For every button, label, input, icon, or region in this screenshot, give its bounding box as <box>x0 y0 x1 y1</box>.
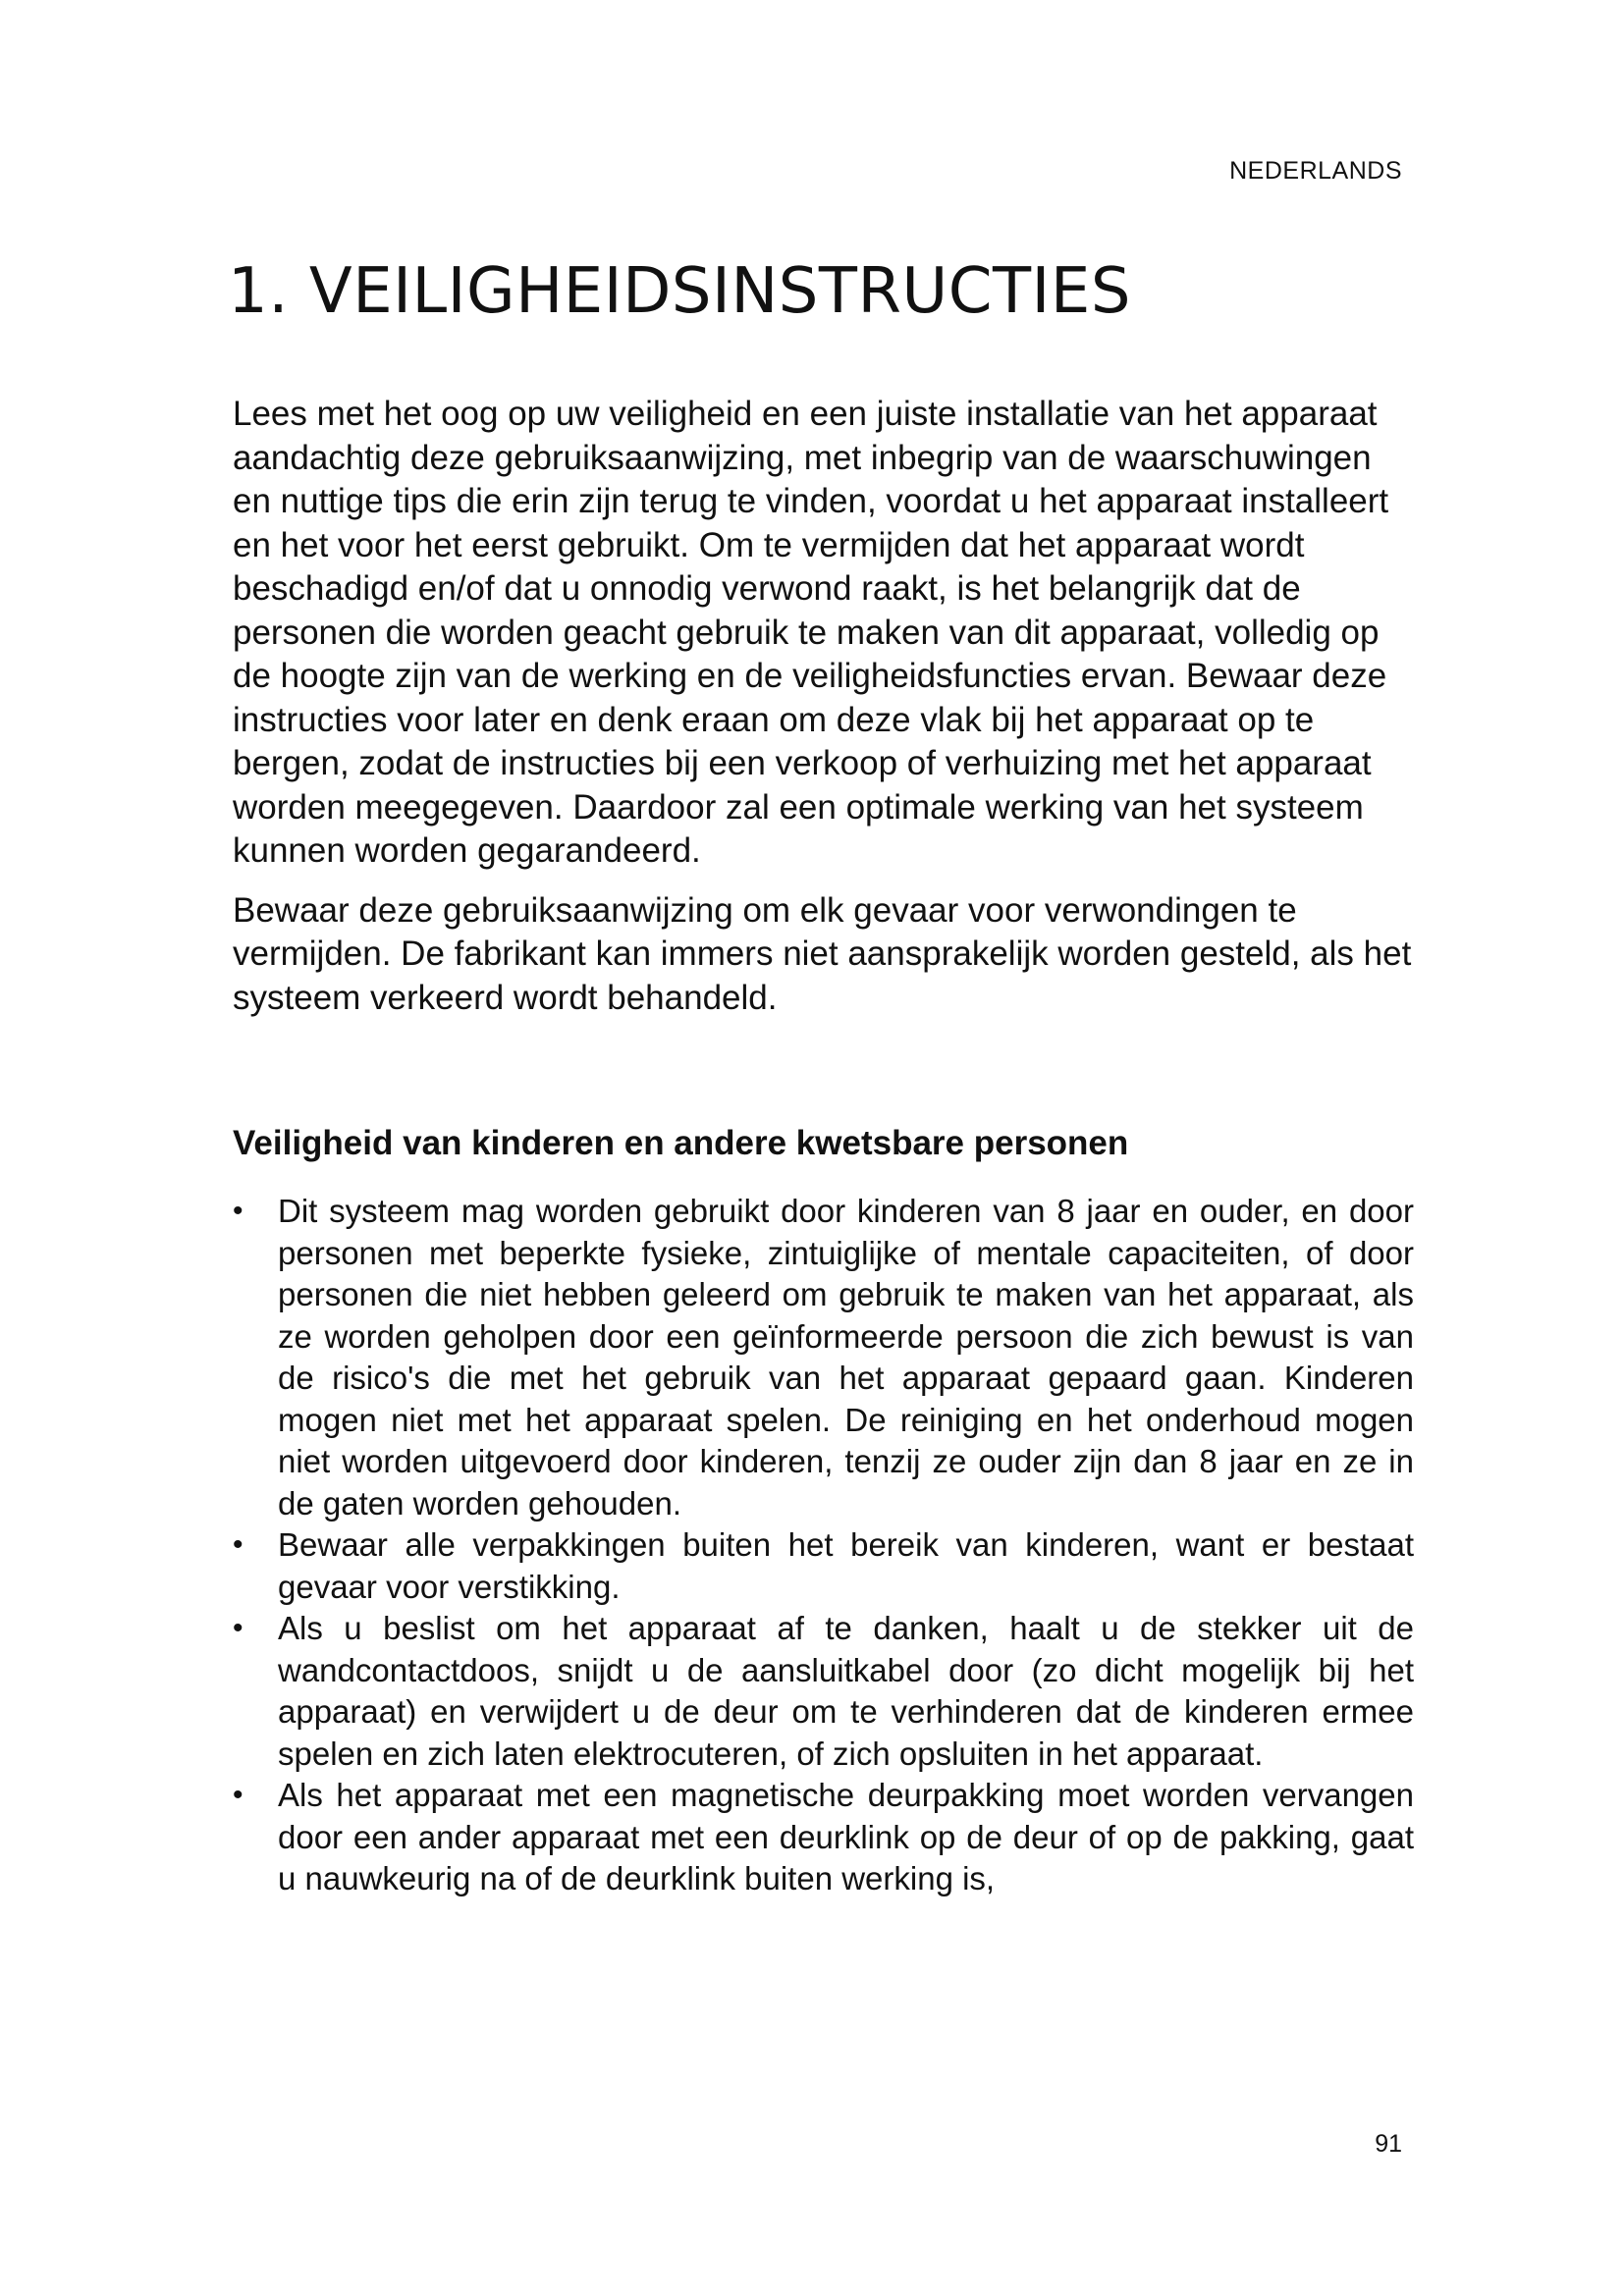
page-number: 91 <box>1375 2130 1402 2158</box>
bullet-icon: • <box>233 1528 244 1561</box>
intro-paragraph: Bewaar deze gebruiksaanwijzing om elk gevaar voor verwondingen te vermijden. De fabrikant kan immers niet aansprakelijk worden gesteld, als het systeem verkeerd wordt behandeld. <box>233 890 1412 1017</box>
list-item-text: Als het apparaat met een magnetische deurpakking moet worden vervangen door een ander apparaat met een deurklink op de deur of op de pakking, gaat u nauwkeurig na of de deurklink buiten werking is, <box>278 1777 1414 1896</box>
list-item <box>233 1191 1414 1524</box>
section-heading: Veiligheid van kinderen en andere kwetsbare personen <box>233 1124 1129 1162</box>
list-item-text: Dit systeem mag worden gebruikt door kinderen van 8 jaar en ouder, en door personen met beperkte fysieke, zintuiglijke of mentale capaciteiten, of door personen die niet hebben geleerd om gebruik te maken van het apparaat, als ze worden geholpen door een geïnformeerde persoon die zich bewust is van de risico's die met het gebruik van het apparaat gepaard gaan. Kinderen mogen niet met het apparaat spelen. De reiniging en het onderhoud mogen niet worden uitgevoerd door kinderen, tenzij ze ouder zijn dan 8 jaar en ze in de gaten worden gehouden. <box>278 1193 1414 1522</box>
list-item <box>233 1608 1414 1775</box>
list-item-text: Bewaar alle verpakkingen buiten het bereik van kinderen, want er bestaat gevaar voor verstikking. <box>278 1526 1414 1605</box>
bullet-icon: • <box>233 1612 244 1644</box>
list-item <box>233 1775 1414 1900</box>
page-title: 1. VEILIGHEIDSINSTRUCTIES <box>228 255 1131 328</box>
list-item <box>233 1524 1414 1608</box>
document-body <box>233 393 1414 1900</box>
bullet-icon: • <box>233 1779 244 1811</box>
language-label: NEDERLANDS <box>1229 157 1402 185</box>
safety-bullet-list <box>233 1191 1414 1900</box>
list-item-text: Als u beslist om het apparaat af te danken, haalt u de stekker uit de wandcontactdoos, snijdt u de aansluitkabel door (zo dicht mogelijk bij het apparaat) en verwijdert u de deur om te verhinderen dat de kinderen ermee spelen en zich laten elektrocuteren, of zich opsluiten in het apparaat. <box>278 1610 1414 1772</box>
intro-paragraph: Lees met het oog op uw veiligheid en een juiste installatie van het apparaat aandachtig deze gebruiksaanwijzing, met inbegrip van de waarschuwingen en nuttige tips die erin zijn terug te vinden, voordat u het apparaat installeert en het voor het eerst gebruikt. Om te vermijden dat het apparaat wordt beschadigd en/of dat u onnodig verwond raakt, is het belangrijk dat de personen die worden geacht gebruik te maken van dit apparaat, volledig op de hoogte zijn van de werking en de veiligheidsfuncties ervan. Bewaar deze instructies voor later en denk eraan om deze vlak bij het apparaat op te bergen, zodat de instructies bij een verkoop of verhuizing met het apparaat worden meegegeven. Daardoor zal een optimale werking van het systeem kunnen worden gegarandeerd. <box>233 395 1389 870</box>
bullet-icon: • <box>233 1195 244 1227</box>
